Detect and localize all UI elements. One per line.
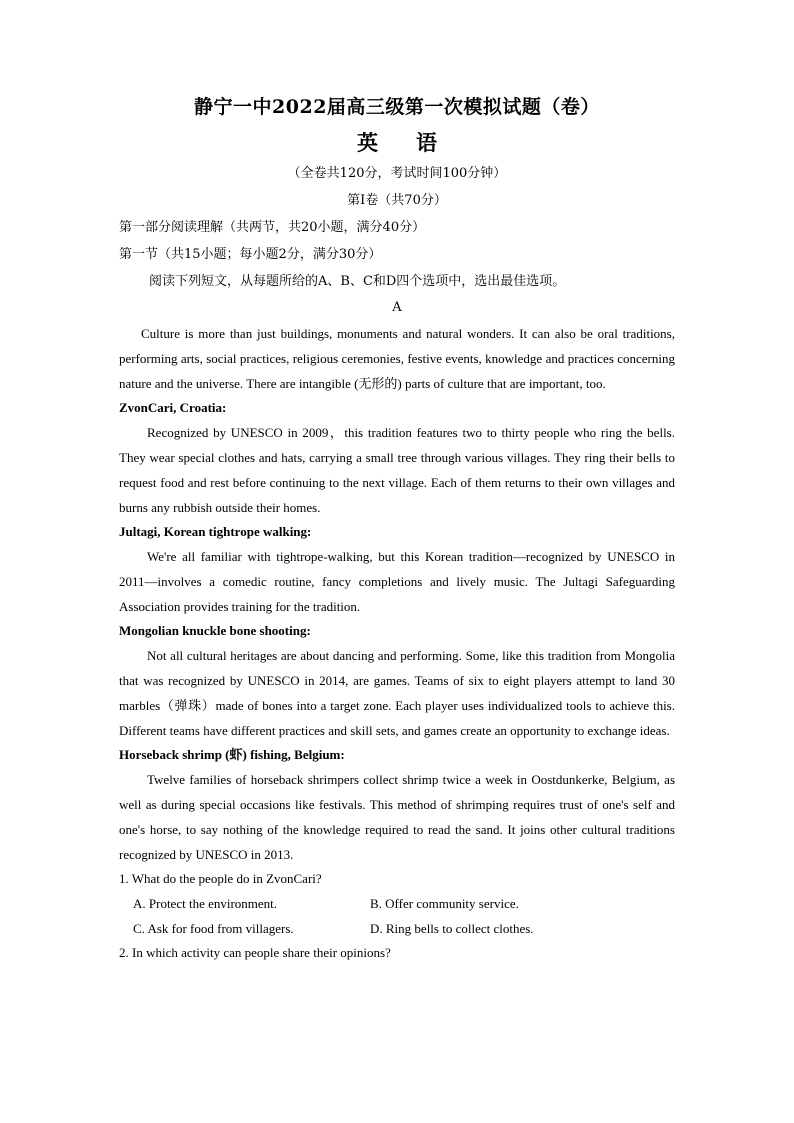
section-heading-shrimp: Horseback shrimp (虾) fishing, Belgium: [119, 747, 345, 762]
question-1-option-c[interactable]: C. Ask for food from villagers. [133, 921, 294, 936]
section-text-jultagi: We're all familiar with tightrope-walking, but this Korean tradition—recognized by UNESCO in 2011—involves a comedic routine, fancy completions and lively music. The Jultagi Safeguarding Association provides training for the tradition. [119, 549, 675, 614]
question-2-stem: 2. In which activity can people share their opinions? [119, 945, 391, 960]
exam-title: 静宁一中2022届高三级第一次模拟试题（卷） [194, 96, 600, 118]
passage-intro: Culture is more than just buildings, monuments and natural wonders. It can also be oral traditions, performing arts, social practices, religious ceremonies, festive events, knowledge and practices concerning nature and the universe. There are intangible (无形的) parts of culture that are important, too. [119, 326, 675, 391]
section-heading-mongolian: Mongolian knuckle bone shooting: [119, 623, 311, 638]
subject-char-1: 英 [357, 130, 378, 155]
volume-heading: 第Ⅰ卷（共70分） [347, 193, 447, 208]
exam-page [119, 92, 675, 965]
part-heading: 第一部分阅读理解（共两节，共20小题，满分40分） [119, 220, 426, 235]
passage-letter: A [392, 300, 402, 315]
question-1-stem: 1. What do the people do in ZvonCari? [119, 871, 322, 886]
section-text-mongolian: Not all cultural heritages are about dancing and performing. Some, like this tradition from Mongolia that was recognized by UNESCO in 2014, are games. Teams of six to eight players attempt to land 30 marbles（弹珠）made of bones into a target zone. Each player uses individualized tools to achieve this. Different teams have different practices and skill sets, and games create an opportunity to exchange ideas. [119, 648, 675, 738]
question-1-option-b[interactable]: B. Offer community service. [370, 896, 519, 911]
question-1-option-a[interactable]: A. Protect the environment. [133, 896, 278, 911]
subject-title [119, 128, 675, 158]
section-heading-zvoncari: ZvonCari, Croatia: [119, 400, 227, 415]
instruction: 阅读下列短文，从每题所给的A、B、C和D四个选项中，选出最佳选项。 [149, 274, 566, 289]
question-1-options [119, 891, 675, 941]
section-heading-jultagi: Jultagi, Korean tightrope walking: [119, 524, 312, 539]
subject-char-2: 语 [416, 130, 437, 155]
section-text-shrimp: Twelve families of horseback shrimpers collect shrimp twice a week in Oostdunkerke, Belgium, as well as during special occasions like festivals. This method of shrimping requires trust of one's self and one's horse, to say nothing of the knowledge required to read the sand. It joins other cultural traditions recognized by UNESCO in 2013. [119, 772, 675, 862]
exam-info: （全卷共120分，考试时间100分钟） [287, 166, 507, 181]
question-1-option-d[interactable]: D. Ring bells to collect clothes. [370, 921, 534, 936]
section-text-zvoncari: Recognized by UNESCO in 2009，this tradition features two to thirty people who ring the bells. They wear special clothes and hats, carrying a small tree through various villages. They ring their bells to request food and rest before continuing to the next village. Each of them returns to their own villages and burns any rubbish outside their homes. [119, 425, 675, 515]
section-heading: 第一节（共15小题；每小题2分，满分30分） [119, 247, 382, 262]
